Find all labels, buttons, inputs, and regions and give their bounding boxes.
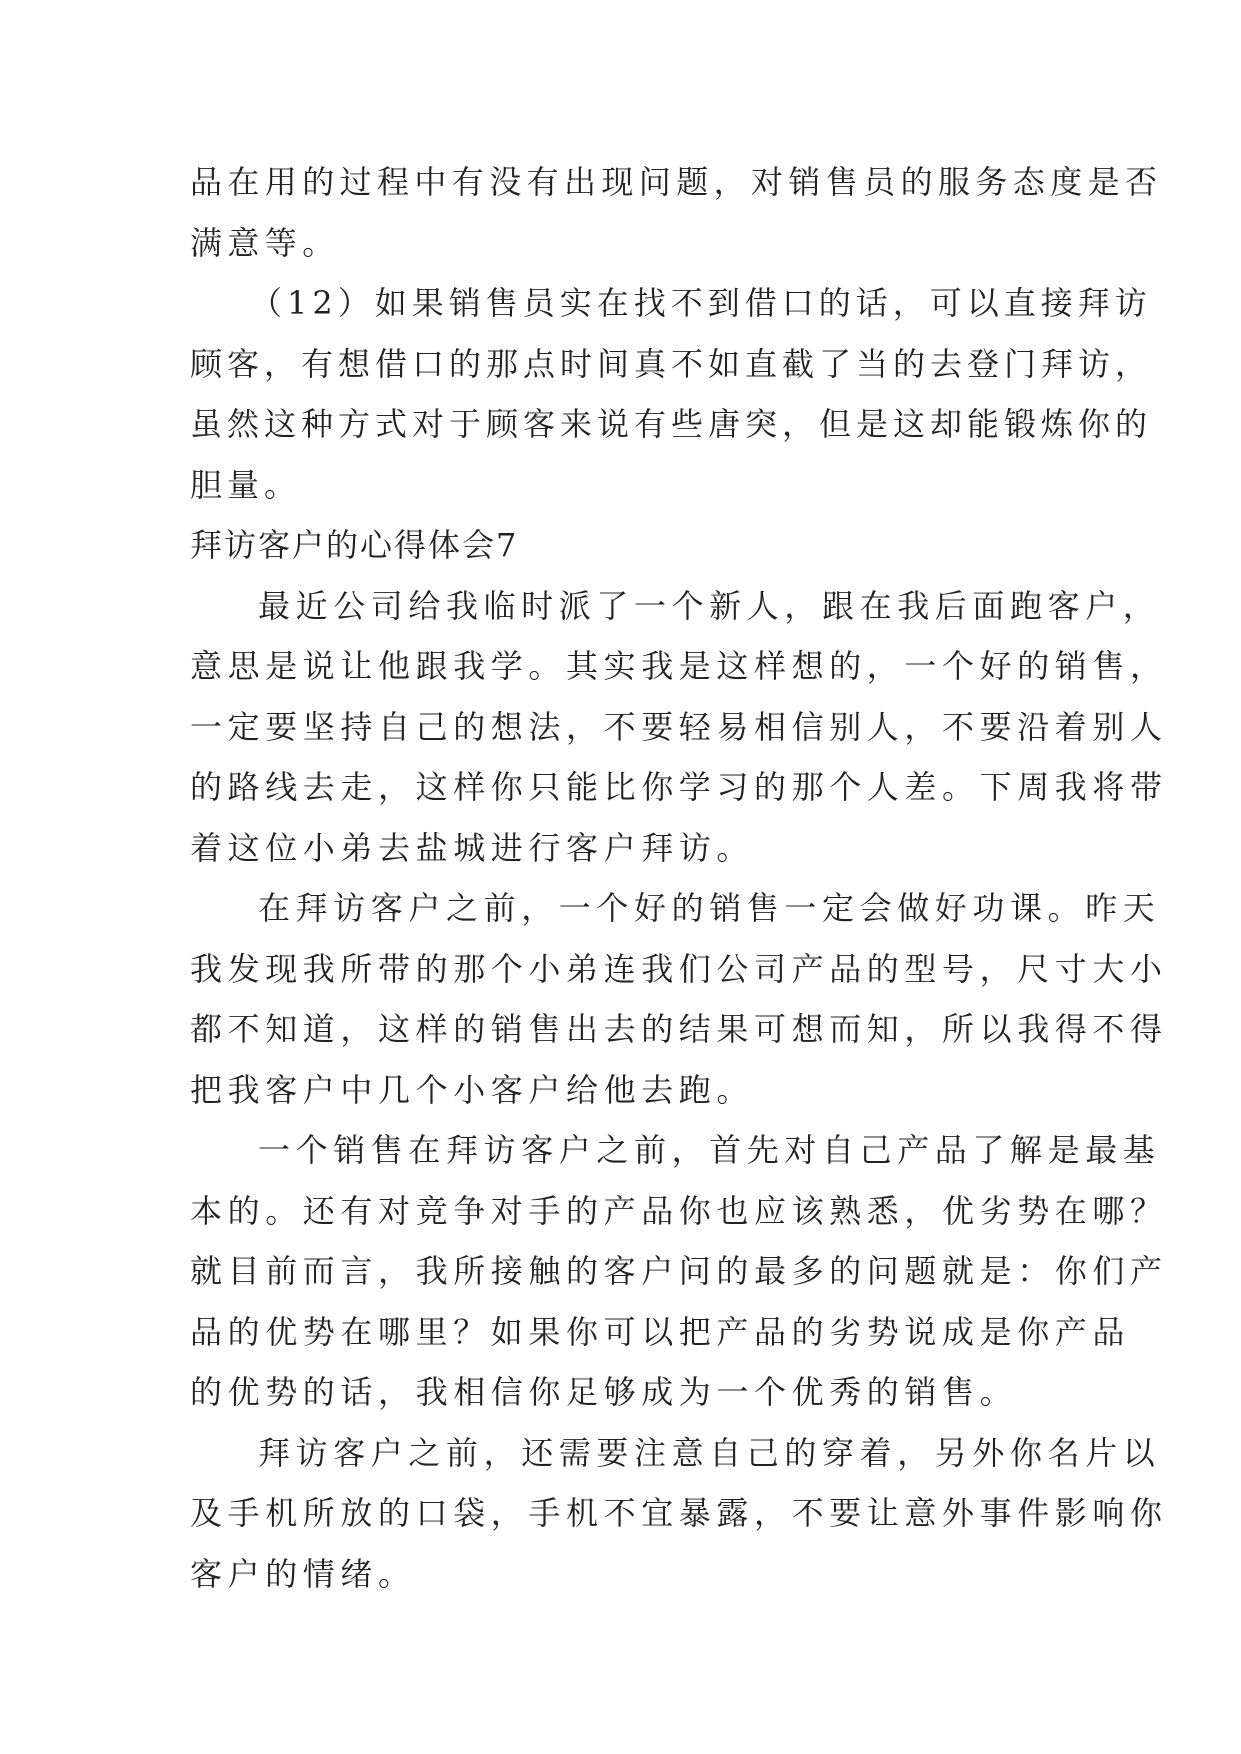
text-line: 都不知道，这样的销售出去的结果可想而知，所以我得不得	[190, 1010, 1168, 1048]
text-line: 在拜访客户之前，一个好的销售一定会做好功课。昨天	[258, 889, 1161, 927]
text-line: 品的优势在哪里？如果你可以把产品的劣势说成是你产品	[190, 1312, 1131, 1351]
section-heading	[190, 515, 1060, 576]
paragraph-continuation	[190, 152, 1163, 273]
text-line: 的路线去走，这样你只能比你学习的那个人差。下周我将带	[190, 768, 1168, 806]
text-line: 一个销售在拜访客户之前，首先对自己产品了解是最基	[258, 1131, 1161, 1169]
text-line: 顾客，有想借口的那点时间真不如直截了当的去登门拜访，	[190, 344, 1153, 383]
paragraph	[190, 1423, 1168, 1605]
section-title: 拜访客户的心得体会7	[190, 526, 519, 564]
document-body	[190, 152, 1168, 1604]
paragraph	[190, 878, 1168, 1120]
text-line: 胆量。	[190, 465, 302, 504]
text-line: 满意等。	[190, 223, 340, 262]
text-line: 虽然这种方式对于顾客来说有些唐突，但是这却能锻炼你的	[190, 405, 1153, 443]
text-line: 客户的情绪。	[190, 1554, 416, 1593]
text-line: 的优势的话，我相信你足够成为一个优秀的销售。	[190, 1373, 1018, 1411]
text-line: 及手机所放的口袋，手机不宜暴露，不要让意外事件影响你	[190, 1494, 1168, 1532]
text-line: 我发现我所带的那个小弟连我们公司产品的型号，尺寸大小	[190, 949, 1168, 988]
text-line: 品在用的过程中有没有出现问题，对销售员的服务态度是否	[190, 163, 1163, 201]
text-line: 本的。还有对竞争对手的产品你也应该熟悉，优劣势在哪？	[190, 1191, 1168, 1230]
text-line: 意思是说让他跟我学。其实我是这样想的，一个好的销售，	[190, 647, 1168, 685]
text-line: 着这位小弟去盐城进行客户拜访。	[190, 828, 755, 867]
paragraph	[190, 576, 1168, 879]
text-line: 拜访客户之前，还需要注意自己的穿着，另外你名片以	[258, 1433, 1161, 1472]
text-line: （12）如果销售员实在找不到借口的话，可以直接拜访	[250, 284, 1152, 322]
paragraph-12	[190, 273, 1153, 515]
text-line: 一定要坚持自己的想法，不要轻易相信别人，不要沿着别人	[190, 707, 1168, 746]
text-line: 把我客户中几个小客户给他去跑。	[190, 1070, 755, 1109]
paragraph	[190, 1120, 1168, 1423]
text-line: 最近公司给我临时派了一个新人，跟在我后面跑客户，	[258, 586, 1161, 625]
text-line: 就目前而言，我所接触的客户问的最多的问题就是：你们产	[190, 1252, 1168, 1290]
